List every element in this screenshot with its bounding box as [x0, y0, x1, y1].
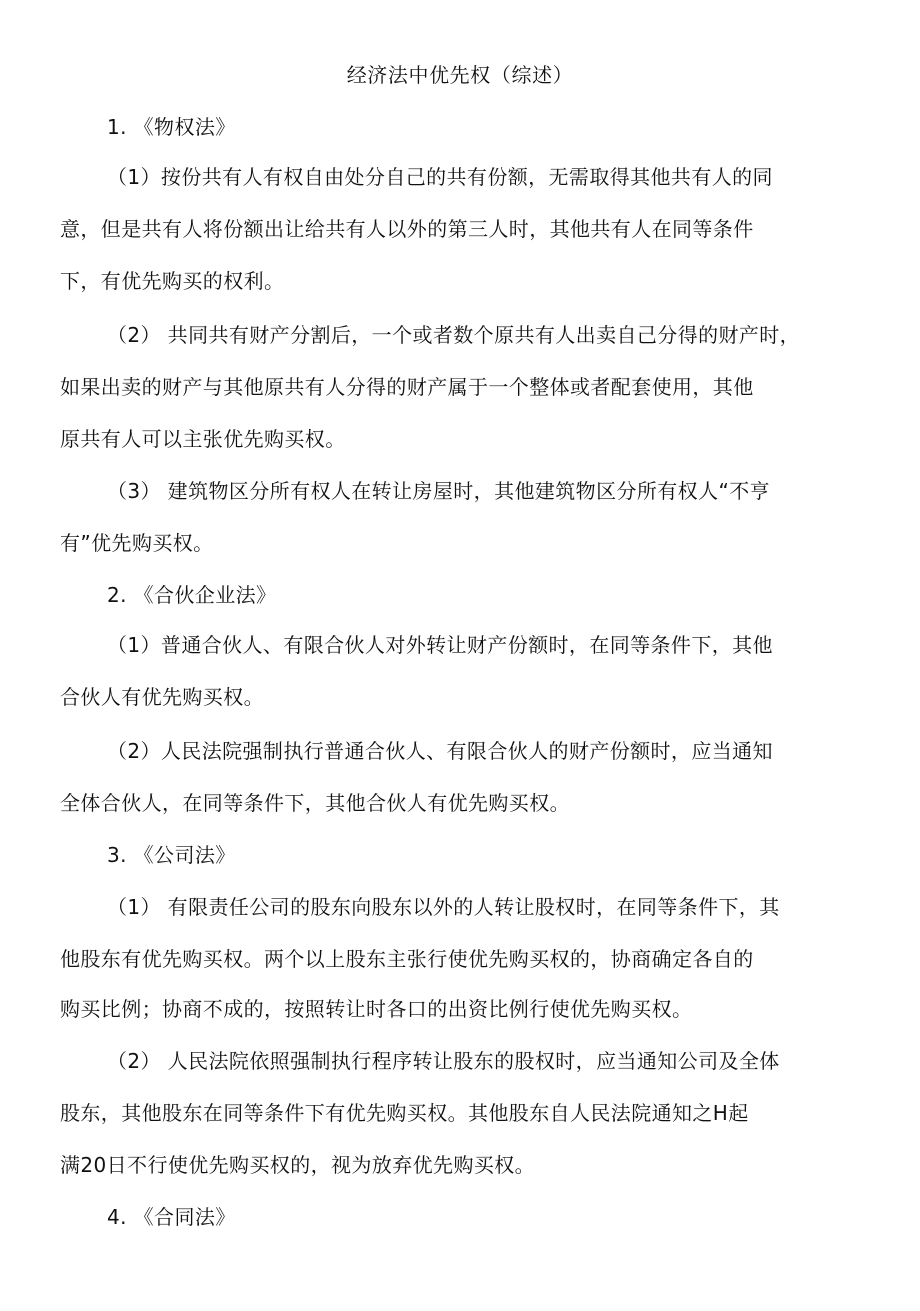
section-heading-3: 3. 《公司法》: [107, 843, 236, 867]
paragraph-line: 他股东有优先购买权。两个以上股东主张行使优先购买权的，协商确定各自的: [60, 947, 754, 971]
paragraph-line: （2） 共同共有财产分割后，一个或者数个原共有人出卖自己分得的财产时，: [107, 323, 801, 347]
section-heading-2: 2. 《合伙企业法》: [107, 583, 277, 607]
paragraph-line: 购买比例；协商不成的，按照转让时各口的出资比例行使优先购买权。: [60, 997, 693, 1021]
paragraph-line: 意，但是共有人将份额出让给共有人以外的第三人时，其他共有人在同等条件: [60, 217, 754, 241]
paragraph-line: 合伙人有优先购买权。: [60, 685, 264, 709]
paragraph-line: （2）人民法院强制执行普通合伙人、有限合伙人的财产份额时，应当通知: [107, 739, 773, 763]
paragraph-line: （3） 建筑物区分所有权人在转让房屋时，其他建筑物区分所有权人“不亨: [107, 479, 771, 503]
paragraph-line: （2） 人民法院依照强制执行程序转让股东的股权时，应当通知公司及全体: [107, 1049, 780, 1073]
section-heading-4: 4. 《合同法》: [107, 1205, 236, 1229]
section-heading-1: 1. 《物权法》: [107, 115, 236, 139]
paragraph-line: 有”优先购买权。: [60, 531, 214, 555]
document-title: 经济法中优先权（综述）: [346, 63, 574, 87]
paragraph-line: 股东，其他股东在同等条件下有优先购买权。其他股东自人民法院通知之H起: [60, 1101, 749, 1125]
paragraph-line: 全体合伙人，在同等条件下，其他合伙人有优先购买权。: [60, 791, 570, 815]
paragraph-line: （1） 有限责任公司的股东向股东以外的人转让股权时，在同等条件下，其: [107, 895, 780, 919]
paragraph-line: 原共有人可以主张优先购买权。: [60, 427, 346, 451]
paragraph-line: 下，有优先购买的权利。: [60, 269, 285, 293]
paragraph-line: （1）普通合伙人、有限合伙人对外转让财产份额时，在同等条件下，其他: [107, 633, 773, 657]
paragraph-line: 如果出卖的财产与其他原共有人分得的财产属于一个整体或者配套使用，其他: [60, 375, 754, 399]
paragraph-line: 满20日不行使优先购买权的，视为放弃优先购买权。: [60, 1153, 536, 1177]
paragraph-line: （1）按份共有人有权自由处分自己的共有份额，无需取得其他共有人的同: [107, 165, 773, 189]
